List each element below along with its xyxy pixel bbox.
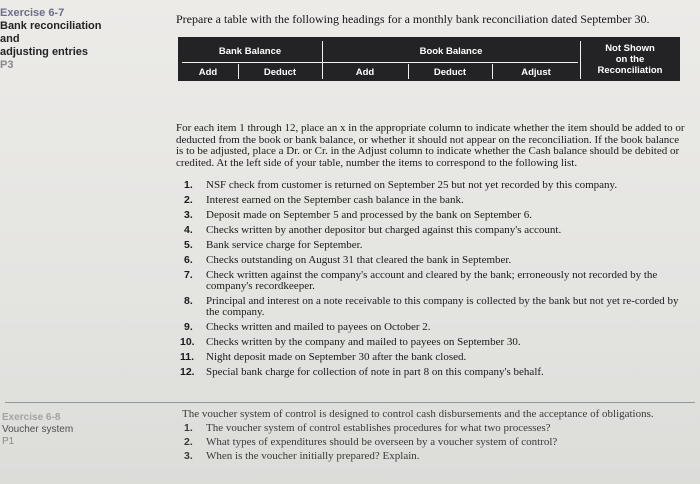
- list-item: [180, 366, 684, 378]
- item-text: Check written against the company's account and cleared by the bank; erroneously not recorded by the company's recordkeeper.: [206, 269, 658, 292]
- exercise-code: P3: [0, 59, 14, 71]
- list-item: [184, 422, 694, 434]
- item-text: What types of expenditures should be overseen by a voucher system of control?: [206, 436, 558, 448]
- exercise-title: Exercise 6-7: [0, 7, 65, 19]
- exercise-subtitle-line1: Bank reconciliation and: [0, 20, 102, 45]
- item-number: 12.: [180, 366, 195, 378]
- item-number: 6.: [184, 254, 193, 266]
- instructions-paragraph: For each item 1 through 12, place an x in the appropriate column to indicate whether the item should be added to or deducted from the book or bank balance, or whether it should not appear on the reconciliation. If the book balance is to be adjusted, place a Dr. or Cr. in the Adjust column to indicate whether the Cash balance should be debited or credited. At the left side of your table, number the items to correspond to the following list.: [176, 122, 685, 169]
- column-bank-add: [178, 63, 238, 81]
- table-rule: [580, 41, 581, 79]
- reconciliation-items-list: [180, 179, 684, 382]
- list-item: [184, 255, 684, 266]
- list-item: [180, 336, 684, 348]
- bank-balance-heading: [178, 37, 322, 63]
- item-number: 1.: [184, 179, 193, 191]
- list-item: [184, 210, 684, 221]
- item-text: Principal and interest on a note receivable to this company is collected by the bank but not yet re-corded by the company.: [206, 295, 679, 318]
- table-rule: [408, 64, 409, 79]
- item-text: The voucher system of control establishes procedures for what two processes?: [206, 422, 551, 434]
- voucher-system-section: [184, 408, 694, 462]
- list-item: [184, 225, 684, 236]
- section-divider: [5, 402, 695, 403]
- column-book-add: [322, 63, 408, 81]
- exercise-subtitle: Voucher system: [2, 424, 74, 435]
- not-shown-heading: [580, 37, 680, 81]
- column-book-deduct: [408, 63, 492, 81]
- item-text: NSF check from customer is returned on September 25 but not yet recorded by this company.: [206, 179, 618, 191]
- item-number: 2.: [184, 194, 193, 206]
- list-item: [184, 195, 684, 206]
- item-number: 3.: [184, 209, 193, 221]
- exercise-code: P1: [2, 436, 15, 447]
- list-item: [184, 296, 684, 318]
- exercise-prompt: Prepare a table with the following headings for a monthly bank reconciliation dated September 30.: [176, 12, 650, 26]
- item-number: 3.: [184, 450, 193, 462]
- book-balance-heading: [322, 37, 580, 63]
- bank-balance-label: Bank Balance: [218, 45, 282, 57]
- list-item: [180, 351, 684, 363]
- item-number: 8.: [184, 295, 193, 307]
- list-item: [184, 322, 684, 333]
- column-label: Add: [198, 66, 218, 78]
- column-book-adjust: [492, 63, 580, 81]
- column-label: Add: [355, 66, 375, 78]
- table-rule: [238, 64, 239, 79]
- column-label: Deduct: [433, 66, 467, 78]
- item-number: 7.: [184, 269, 193, 281]
- exercise-6-8-sidebar: [2, 412, 122, 448]
- book-balance-label: Book Balance: [419, 45, 483, 57]
- item-text: Checks written by another depositor but charged against this company's account.: [206, 224, 562, 236]
- exercise-subtitle-line2: adjusting entries: [0, 46, 89, 58]
- item-text: Checks outstanding on August 31 that cleared the bank in September.: [206, 254, 512, 266]
- not-shown-line1: Not Shown: [605, 42, 655, 54]
- item-text: Deposit made on September 5 and processed by the bank on September 6.: [206, 209, 532, 221]
- not-shown-line3: Reconciliation: [597, 64, 663, 76]
- list-item: [184, 240, 684, 251]
- voucher-questions-list: [184, 422, 694, 462]
- table-rule: [182, 62, 578, 63]
- column-label: Deduct: [263, 66, 297, 78]
- item-number: 2.: [184, 436, 193, 448]
- item-number: 1.: [184, 422, 193, 434]
- item-number: 11.: [180, 351, 195, 363]
- item-text: Interest earned on the September cash balance in the bank.: [206, 194, 464, 206]
- item-text: Night deposit made on September 30 after the bank closed.: [206, 351, 467, 363]
- item-number: 5.: [184, 239, 193, 251]
- exercise-6-7-sidebar: [0, 7, 120, 72]
- item-text: Checks written by the company and mailed to payees on September 30.: [206, 336, 521, 348]
- table-rule: [322, 41, 323, 79]
- item-text: Checks written and mailed to payees on October 2.: [206, 321, 431, 333]
- list-item: [184, 180, 684, 191]
- list-item: [184, 270, 684, 292]
- voucher-intro: The voucher system of control is designed to control cash disbursements and the acceptance of obligations.: [182, 408, 654, 420]
- reconciliation-heading-table: [178, 37, 680, 81]
- exercise-title: Exercise 6-8: [2, 412, 61, 423]
- item-text: Special bank charge for collection of note in part 8 on this company's behalf.: [206, 366, 544, 378]
- table-rule: [492, 64, 493, 79]
- list-item: [184, 436, 694, 448]
- column-bank-deduct: [238, 63, 322, 81]
- list-item: [184, 450, 694, 462]
- item-number: 9.: [184, 321, 193, 333]
- column-label: Adjust: [521, 66, 551, 78]
- item-number: 10.: [180, 336, 195, 348]
- item-text: Bank service charge for September.: [206, 239, 363, 251]
- not-shown-line2: on the: [615, 53, 645, 65]
- item-number: 4.: [184, 224, 193, 236]
- item-text: When is the voucher initially prepared? Explain.: [206, 450, 420, 462]
